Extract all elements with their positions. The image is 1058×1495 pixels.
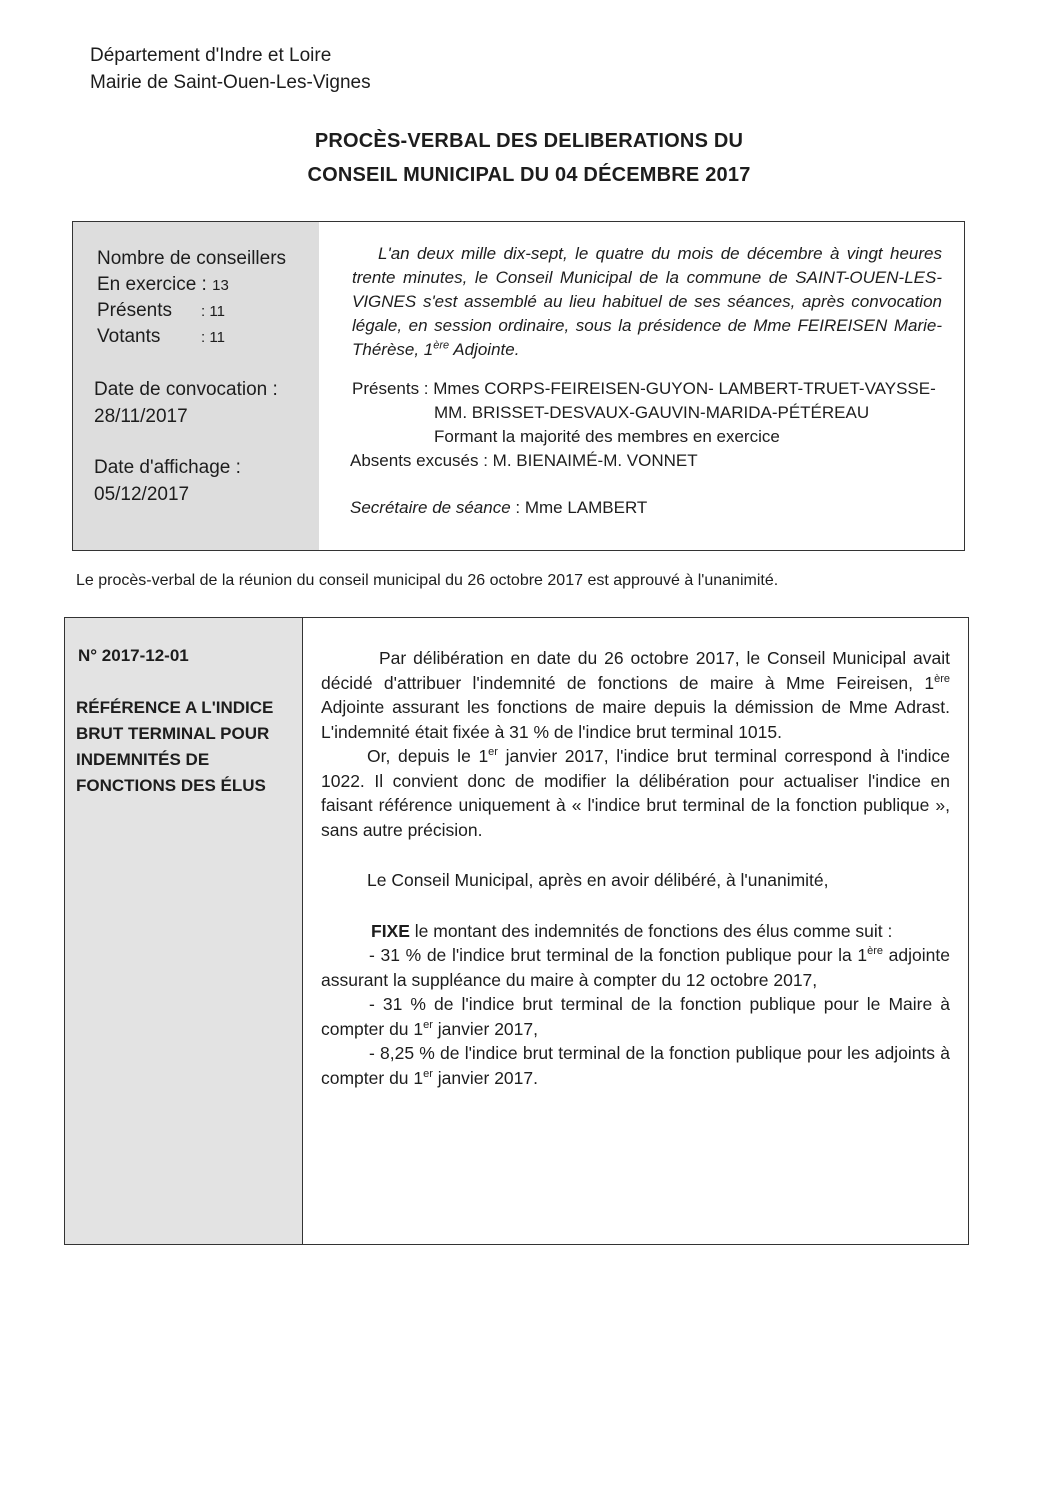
list-item: - 31 % de l'indice brut terminal de la fonction publique pour la 1ère adjointe assurant la suppléance du maire à compter du 12 octobre 2017, bbox=[321, 945, 950, 990]
page-title bbox=[0, 124, 1058, 192]
deliberation-number: N° 2017-12-01 bbox=[78, 646, 189, 665]
en-exercice-row bbox=[97, 272, 229, 299]
affichage-date: 05/12/2017 bbox=[94, 484, 190, 505]
paragraph-2: Or, depuis le 1er janvier 2017, l'indice brut terminal correspond à l'indice 1022. Il convient donc de modifier la délibération pour actualiser l'indice en faisant référence uniquement à « l'indice brut terminal de la fonction publique », sans autre précision. bbox=[321, 746, 950, 840]
paragraph-3: Le Conseil Municipal, après en avoir délibéré, à l'unanimité, bbox=[367, 870, 829, 890]
convocation-label: Date de convocation : bbox=[94, 379, 278, 400]
document-header bbox=[90, 42, 371, 96]
deliberation-subject: RÉFÉRENCE A L'INDICE BRUT TERMINAL POUR INDEMNITÉS DE FONCTIONS DES ÉLUS bbox=[76, 698, 274, 795]
presents-row bbox=[97, 298, 225, 325]
title-line-1: PROCÈS-VERBAL DES DELIBERATIONS DU bbox=[314, 130, 744, 152]
en-exercice-value: 13 bbox=[212, 277, 229, 294]
presents-value: : 11 bbox=[201, 303, 225, 320]
preamble-paragraph: L'an deux mille dix-sept, le quatre du mois de décembre à vingt heures trente minutes, le Conseil Municipal de la commune de SAINT-OUEN-LES-VIGNES s'est assemblé au lieu habituel de ses séances, après convocation légale, en session ordinaire, sous la présidence de Mme FEIREISEN Marie-Thérèse, 1ère Adjointe. bbox=[352, 244, 942, 359]
presents-label: Présents bbox=[97, 300, 172, 321]
votants-value: : 11 bbox=[201, 329, 225, 346]
mairie-name: Mairie de Saint-Ouen-Les-Vignes bbox=[90, 72, 371, 93]
absents-list: Absents excusés : M. BIENAIMÉ-M. VONNET bbox=[350, 451, 698, 470]
paragraph-1: Par délibération en date du 26 octobre 2017, le Conseil Municipal avait décidé d'attribuer l'indemnité de fonctions de maire à Mme Feireisen, 1ère Adjointe assurant les fonctions de maire depuis la démission de Mme Adrast. L'indemnité était fixée à 31 % de l'indice brut terminal 1015. bbox=[321, 648, 950, 742]
secretaire-label: Secrétaire de séance bbox=[350, 498, 511, 517]
en-exercice-label: En exercice : bbox=[97, 274, 207, 295]
approval-statement: Le procès-verbal de la réunion du conseil municipal du 26 octobre 2017 est approuvé à l'unanimité. bbox=[76, 572, 779, 589]
majority-note: Formant la majorité des membres en exercice bbox=[434, 427, 780, 446]
councillors-heading: Nombre de conseillers bbox=[97, 248, 287, 269]
title-line-2: CONSEIL MUNICIPAL DU 04 DÉCEMBRE 2017 bbox=[307, 164, 751, 186]
list-item: - 8,25 % de l'indice brut terminal de la fonction publique pour les adjoints à compter du 1er janvier 2017. bbox=[321, 1043, 950, 1088]
secretaire-value: : Mme LAMBERT bbox=[510, 498, 648, 517]
list-item: - 31 % de l'indice brut terminal de la fonction publique pour le Maire à compter du 1er janvier 2017, bbox=[321, 994, 950, 1039]
department-name: Département d'Indre et Loire bbox=[90, 45, 332, 66]
session-preamble bbox=[352, 242, 942, 362]
deliberation-body bbox=[321, 646, 950, 1090]
presents-mm-list: MM. BRISSET-DESVAUX-GAUVIN-MARIDA-PÉTÉREAU bbox=[434, 403, 870, 422]
paragraph-4: FIXE le montant des indemnités de fonctions des élus comme suit : bbox=[371, 920, 893, 941]
affichage-label: Date d'affichage : bbox=[94, 457, 241, 478]
fixe-keyword: FIXE bbox=[371, 920, 410, 941]
votants-label: Votants bbox=[97, 326, 161, 347]
convocation-date: 28/11/2017 bbox=[94, 406, 188, 427]
presents-list: Présents : Mmes CORPS-FEIREISEN-GUYON- LAMBERT-TRUET-VAYSSE- bbox=[352, 379, 936, 398]
secretaire-line bbox=[350, 496, 647, 520]
votants-row bbox=[97, 324, 225, 351]
